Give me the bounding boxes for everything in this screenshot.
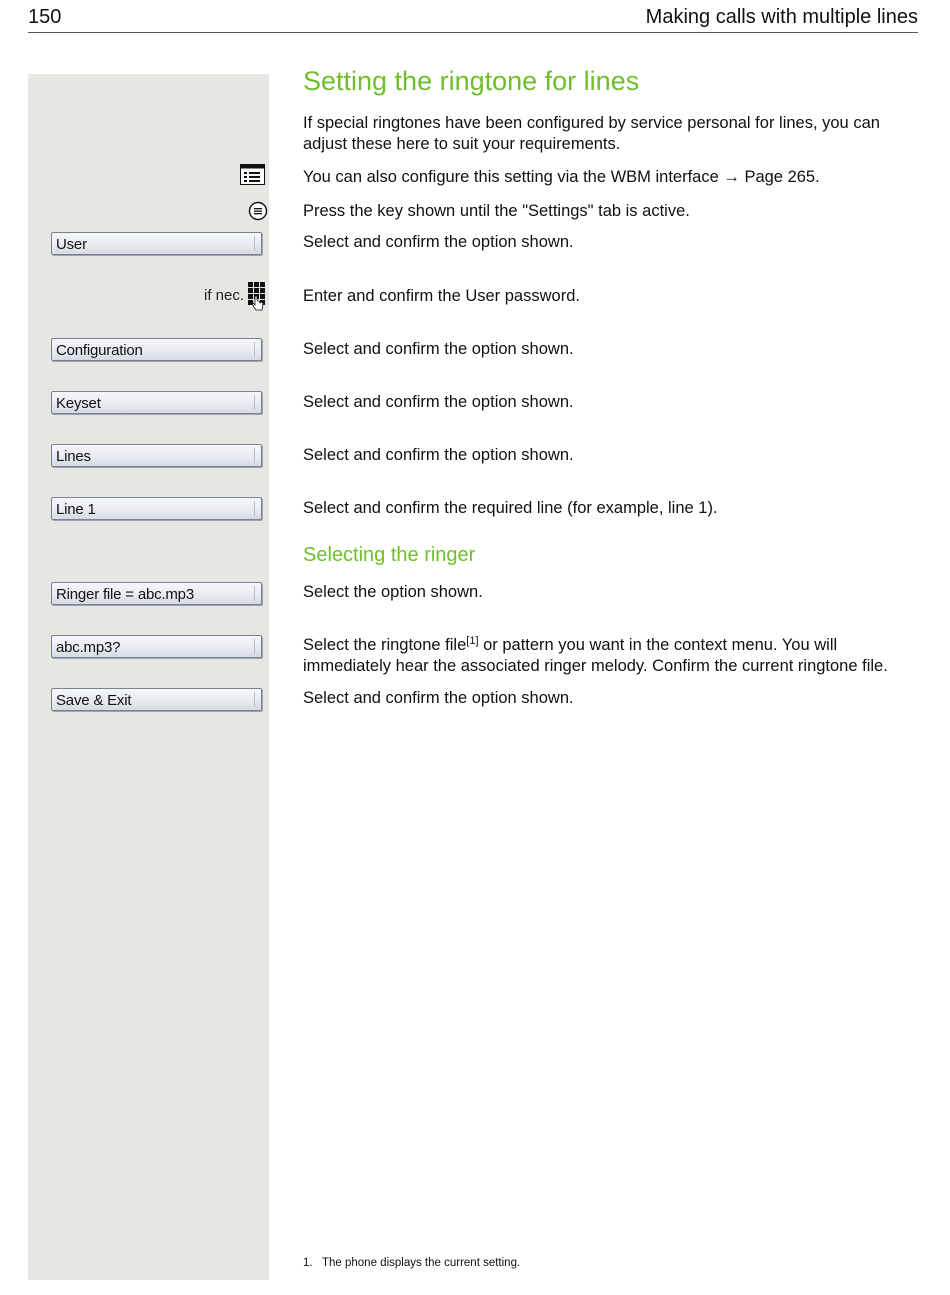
step-ringtone-file-text-a: Select the ringtone file — [303, 636, 467, 654]
intro-paragraph: If special ringtones have been configured by service personal for lines, you can adjust these here to suit your requirements. — [303, 114, 880, 153]
footnote-reference: [1] — [466, 635, 479, 647]
if-nec-label: if nec. — [204, 287, 245, 304]
page-title: Setting the ringtone for lines — [303, 66, 640, 96]
step-user: Select and confirm the option shown. — [303, 233, 574, 251]
footnote-marker: 1. — [303, 1257, 313, 1269]
step-ringtone-file — [303, 635, 923, 677]
step-line1: Select and confirm the required line (for example, line 1). — [303, 499, 718, 517]
lines-button[interactable]: Lines — [51, 444, 262, 467]
footnote-text: The phone displays the current setting. — [321, 1257, 521, 1269]
header-rule — [28, 32, 918, 33]
step-settings: Press the key shown until the "Settings" tab is active. — [303, 202, 690, 220]
save-exit-button[interactable]: Save & Exit — [51, 688, 262, 711]
section-subtitle: Selecting the ringer — [303, 544, 476, 566]
step-ringer: Select the option shown. — [303, 583, 483, 601]
step-configuration: Select and confirm the option shown. — [303, 340, 574, 358]
step-lines: Select and confirm the option shown. — [303, 446, 574, 464]
step-password: Enter and confirm the User password. — [303, 287, 580, 305]
footnote — [303, 1257, 520, 1269]
configuration-button[interactable]: Configuration — [51, 338, 262, 361]
step-ringtone-file-text-b: or pattern you want in the context menu. You will immediately hear the associated ringer melody. Confirm the current ringtone file. — [303, 636, 888, 675]
line-1-button[interactable]: Line 1 — [51, 497, 262, 520]
user-button[interactable]: User — [51, 232, 262, 255]
page-number: 150 — [28, 6, 62, 28]
ringtone-option-button[interactable]: abc.mp3? — [51, 635, 262, 658]
keypad-icon — [247, 281, 268, 316]
step-save: Select and confirm the option shown. — [303, 689, 574, 707]
wbm-note: You can also configure this setting via the WBM interface → Page 265. — [303, 168, 820, 186]
settings-key-icon — [248, 201, 268, 226]
section-title: Making calls with multiple lines — [645, 6, 918, 28]
ringer-file-button[interactable]: Ringer file = abc.mp3 — [51, 582, 262, 605]
step-keyset: Select and confirm the option shown. — [303, 393, 574, 411]
wbm-interface-icon — [240, 164, 265, 190]
keyset-button[interactable]: Keyset — [51, 391, 262, 414]
